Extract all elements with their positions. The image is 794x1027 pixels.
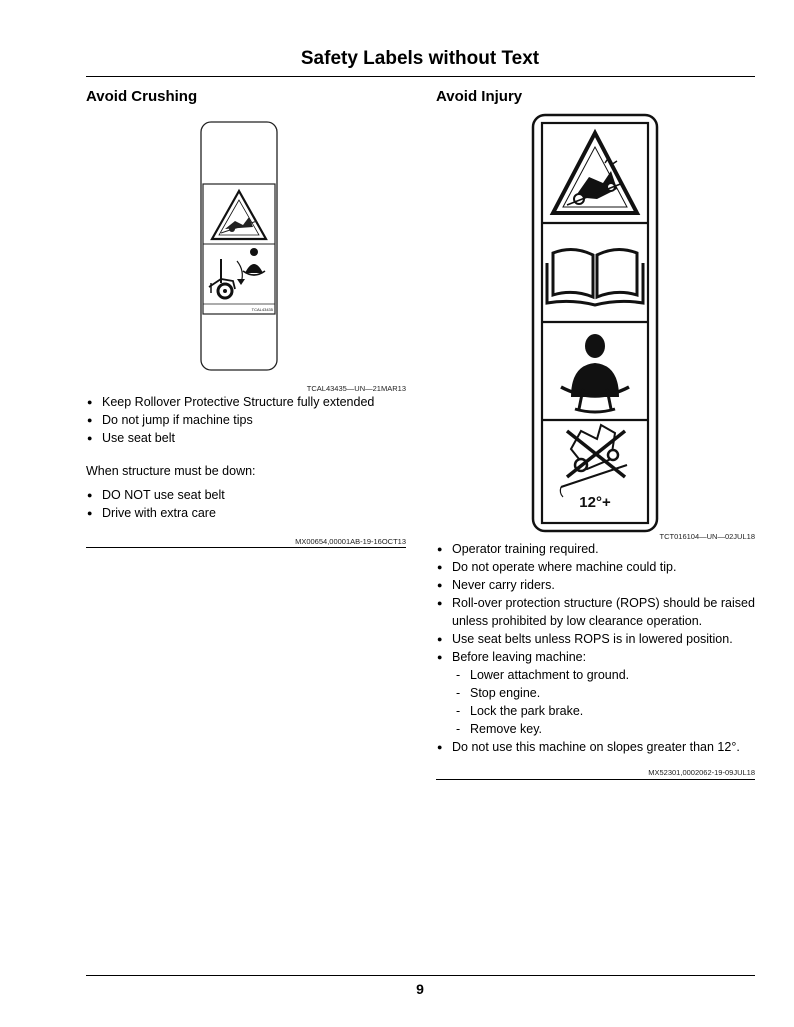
list-item: - Remove key.: [452, 720, 758, 738]
list-item: - Lock the park brake.: [452, 702, 758, 720]
figure-caption-right: TCT016104—UN—02JUL18: [659, 532, 755, 541]
list-item: ● Use seat belt: [86, 429, 406, 447]
figure-caption-left: TCAL43435—UN—21MAR13: [306, 384, 406, 393]
crushing-safety-label-illustration: [199, 121, 279, 373]
list-item: ● Do not use this machine on slopes greater than 12°.: [436, 738, 758, 756]
list-item: ● Do not operate where machine could tip.: [436, 558, 758, 576]
left-section-rule: [86, 547, 406, 548]
section-title-avoid-injury: Avoid Injury: [436, 88, 523, 105]
label-code: TCAL43435: [251, 307, 273, 312]
list-item: ● Drive with extra care: [86, 504, 406, 522]
crushing-bullet-list: [86, 393, 406, 447]
list-item: ● Use seat belts unless ROPS is in lowered position.: [436, 630, 758, 648]
section-title-avoid-crushing: Avoid Crushing: [86, 88, 198, 105]
down-bullet-list: [86, 486, 406, 522]
header-rule: [86, 76, 755, 77]
injury-bullet-list: [436, 540, 758, 756]
list-item: ● Do not jump if machine tips: [86, 411, 406, 429]
page-title: Safety Labels without Text: [300, 48, 540, 69]
list-item: ● Before leaving machine:: [436, 648, 758, 666]
list-item: ● Never carry riders.: [436, 576, 758, 594]
doc-reference-left: MX00654,00001AB-19-16OCT13: [295, 537, 406, 546]
list-item: - Lower attachment to ground.: [452, 666, 758, 684]
list-item: ● Roll-over protection structure (ROPS) should be raised unless prohibited by low clearance operation.: [436, 594, 758, 630]
doc-reference-right: MX52301,0002062-19-09JUL18: [648, 768, 755, 777]
condition-text: When structure must be down:: [86, 464, 256, 478]
list-item: - Stop engine.: [452, 684, 758, 702]
page-number: 9: [416, 981, 424, 997]
sub-step-container: [436, 666, 758, 738]
list-item: ● DO NOT use seat belt: [86, 486, 406, 504]
right-section-rule: [436, 779, 755, 780]
slope-angle-label: 12°+: [579, 494, 611, 511]
footer-rule: [86, 975, 755, 976]
list-item: ● Keep Rollover Protective Structure fully extended: [86, 393, 406, 411]
sub-step-list: [452, 666, 758, 738]
injury-safety-label-illustration: [531, 113, 659, 533]
list-item: ● Operator training required.: [436, 540, 758, 558]
